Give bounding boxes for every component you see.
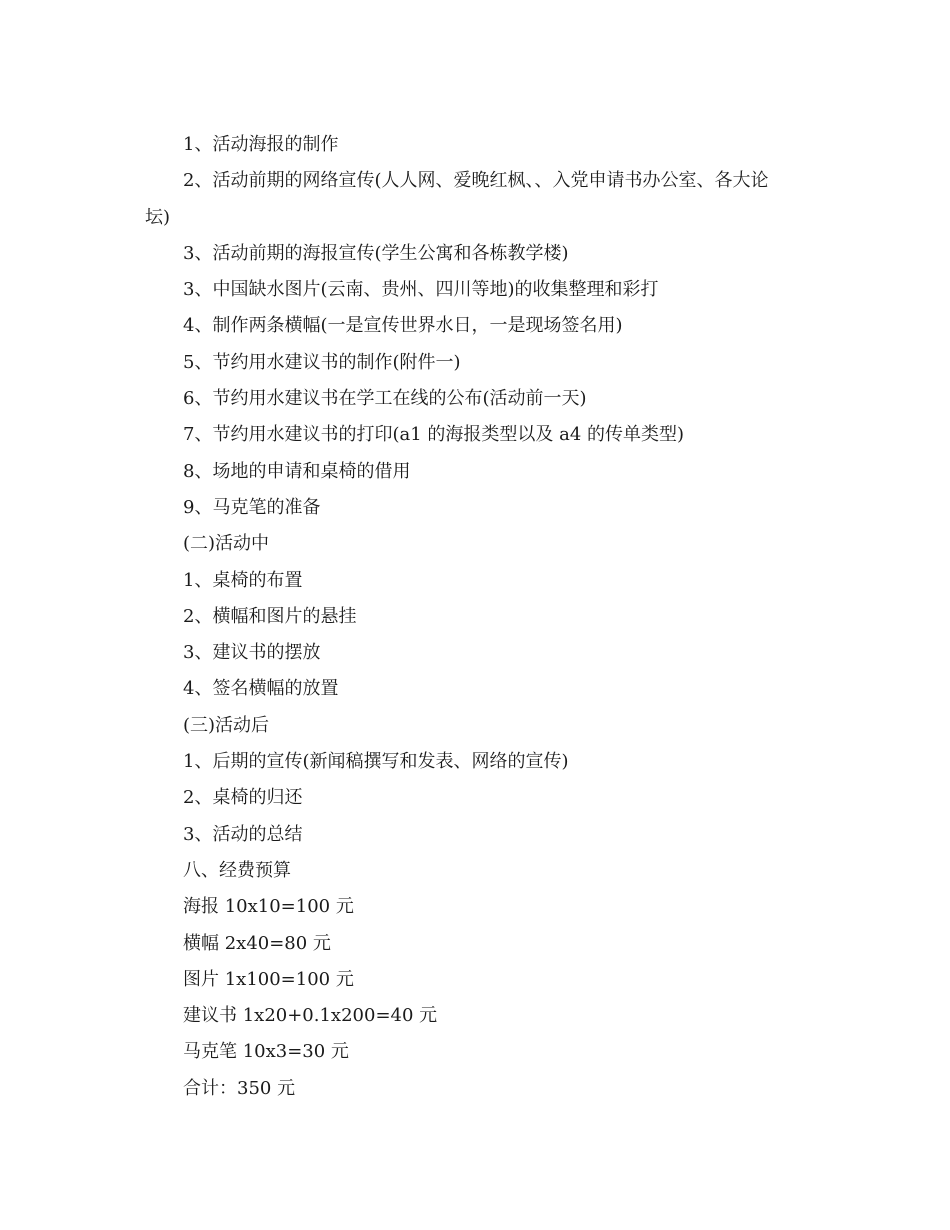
list-item-table-layout: 1、桌椅的布置 bbox=[183, 569, 303, 591]
budget-item-posters: 海报 10x10=100 元 bbox=[183, 896, 354, 918]
list-item-hang-banners: 2、横幅和图片的悬挂 bbox=[183, 605, 357, 627]
document-body bbox=[0, 127, 950, 1107]
list-item-post-promotion: 1、后期的宣传(新闻稿撰写和发表、网络的宣传) bbox=[183, 751, 569, 773]
budget-item-photos: 图片 1x100=100 元 bbox=[183, 968, 354, 990]
list-item-proposal-print: 7、节约用水建议书的打印(a1 的海报类型以及 a4 的传单类型) bbox=[183, 424, 685, 446]
section-heading-after: (三)活动后 bbox=[183, 714, 270, 736]
list-item-online-promotion-continued: 坛) bbox=[145, 206, 171, 228]
list-item-poster-promotion: 3、活动前期的海报宣传(学生公寓和各栋教学楼) bbox=[183, 242, 569, 264]
list-item-proposal-making: 5、节约用水建议书的制作(附件一) bbox=[183, 351, 461, 373]
section-heading-budget: 八、经费预算 bbox=[183, 859, 291, 881]
list-item-proposal-publish: 6、节约用水建议书在学工在线的公布(活动前一天) bbox=[183, 388, 587, 410]
list-item-place-proposals: 3、建议书的摆放 bbox=[183, 642, 321, 664]
budget-item-markers: 马克笔 10x3=30 元 bbox=[183, 1041, 349, 1063]
list-item-signature-banner: 4、签名横幅的放置 bbox=[183, 678, 339, 700]
section-heading-during: (二)活动中 bbox=[183, 533, 270, 555]
budget-total: 合计：350 元 bbox=[183, 1077, 296, 1099]
list-item-return-tables: 2、桌椅的归还 bbox=[183, 787, 303, 809]
list-item-banners: 4、制作两条横幅(一是宣传世界水日，一是现场签名用) bbox=[183, 315, 623, 337]
budget-item-proposals: 建议书 1x20+0.1x200=40 元 bbox=[183, 1005, 438, 1027]
list-item-poster-making: 1、活动海报的制作 bbox=[183, 134, 339, 155]
list-item-summary: 3、活动的总结 bbox=[183, 823, 303, 845]
budget-item-banners: 横幅 2x40=80 元 bbox=[183, 932, 331, 954]
list-item-markers: 9、马克笔的准备 bbox=[183, 496, 321, 518]
list-item-water-shortage-photos: 3、中国缺水图片(云南、贵州、四川等地)的收集整理和彩打 bbox=[183, 279, 659, 301]
list-item-venue-application: 8、场地的申请和桌椅的借用 bbox=[183, 460, 411, 482]
list-item-online-promotion: 2、活动前期的网络宣传(人人网、爱晚红枫、、入党申请书办公室、各大论 bbox=[183, 170, 769, 192]
